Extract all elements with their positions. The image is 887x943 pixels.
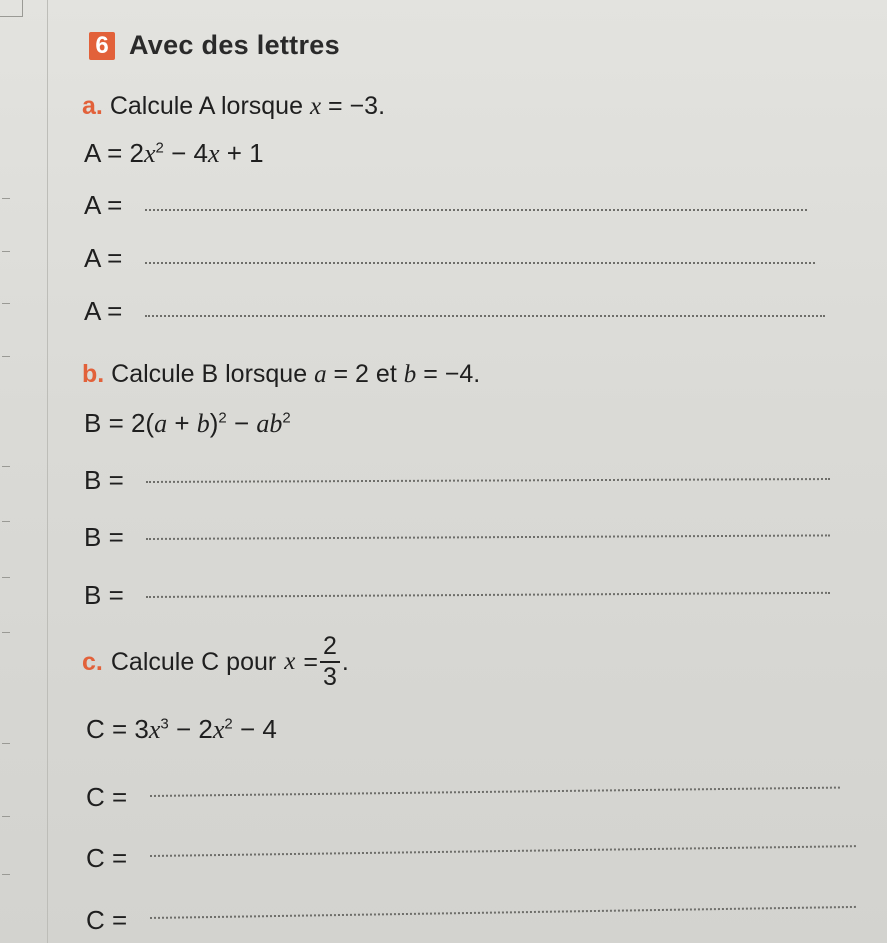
answer-label-b2: B =: [84, 522, 124, 552]
formula-part: −: [226, 408, 257, 438]
formula-exponent: 2: [224, 715, 233, 733]
question-letter: c.: [82, 647, 103, 676]
formula-a: [84, 138, 264, 169]
margin-tick: [2, 521, 10, 522]
formula-part: − 4: [163, 138, 208, 168]
condition-end: .: [341, 647, 349, 676]
answer-label-c2: C =: [86, 843, 128, 873]
formula-variable: x: [144, 139, 156, 168]
formula-variable: b: [196, 409, 210, 438]
formula-part: B = 2(: [84, 408, 155, 438]
corner-frame: [0, 0, 23, 17]
question-text: Calcule A lorsque: [109, 92, 303, 120]
formula-variable: x: [212, 715, 225, 744]
condition-variable: x: [309, 93, 322, 120]
answer-line-a2[interactable]: [145, 262, 815, 264]
formula-variable: x: [148, 715, 161, 744]
margin-tick: [2, 356, 10, 357]
answer-label-c1: C =: [86, 782, 128, 812]
margin-tick: [2, 743, 10, 744]
formula-part: − 4: [232, 714, 277, 744]
formula-c: [86, 714, 277, 745]
formula-part: ): [209, 408, 219, 438]
margin-tick: [2, 874, 10, 875]
formula-b: [84, 408, 291, 439]
formula-part: +: [167, 408, 197, 438]
answer-label-b1: B =: [84, 465, 124, 495]
formula-exponent: 2: [218, 409, 227, 427]
formula-part: A = 2: [84, 138, 144, 168]
formula-variable: x: [207, 139, 220, 168]
answer-line-c2[interactable]: [150, 845, 856, 857]
answer-line-c3[interactable]: [150, 906, 856, 919]
question-letter: b.: [82, 360, 105, 388]
margin-tick: [2, 303, 10, 304]
margin-line: [47, 0, 48, 943]
margin-tick: [2, 466, 10, 467]
answer-label-a3: A =: [84, 296, 123, 326]
margin-tick: [2, 816, 10, 817]
margin-tick: [2, 198, 10, 199]
formula-part: C = 3: [86, 714, 149, 744]
answer-line-a1[interactable]: [145, 209, 807, 211]
exercise-header: [89, 30, 340, 61]
question-text: Calcule B lorsque: [111, 360, 308, 388]
answer-line-a3[interactable]: [145, 315, 825, 317]
answer-label-b3: B =: [84, 580, 124, 610]
condition-value: = 2: [333, 360, 369, 388]
formula-exponent: 2: [155, 139, 164, 157]
answer-label-c3: C =: [86, 905, 128, 935]
fraction: [320, 634, 340, 690]
formula-variable: a: [154, 409, 168, 438]
condition-variable: b: [403, 361, 417, 388]
exercise-number-badge: 6: [89, 32, 115, 60]
formula-part: − 2: [168, 714, 213, 744]
question-a: [82, 92, 385, 121]
condition-joiner: et: [375, 360, 397, 388]
answer-line-b3[interactable]: [146, 592, 830, 598]
answer-line-b2[interactable]: [146, 534, 830, 540]
question-letter: a.: [82, 92, 103, 120]
formula-exponent: 3: [160, 715, 169, 733]
formula-variable: ab: [256, 409, 283, 438]
margin-tick: [2, 251, 10, 252]
question-b: [82, 360, 480, 389]
margin-tick: [2, 577, 10, 578]
condition-equals: =: [303, 647, 318, 676]
fraction-numerator: 2: [322, 632, 337, 660]
formula-part: + 1: [219, 138, 264, 168]
condition-value: = −3.: [328, 92, 386, 120]
condition-variable: a: [314, 361, 327, 388]
condition-variable: x: [284, 648, 296, 675]
condition-value: = −4.: [423, 360, 481, 388]
formula-exponent: 2: [282, 409, 291, 427]
answer-label-a2: A =: [84, 243, 123, 273]
fraction-denominator: 3: [322, 663, 337, 691]
answer-line-c1[interactable]: [150, 787, 840, 797]
answer-line-b1[interactable]: [146, 478, 830, 483]
margin-tick: [2, 632, 10, 633]
question-c: [82, 634, 349, 690]
exercise-title: Avec des lettres: [129, 30, 340, 60]
answer-label-a1: A =: [84, 190, 123, 220]
question-text: Calcule C pour: [110, 647, 277, 676]
